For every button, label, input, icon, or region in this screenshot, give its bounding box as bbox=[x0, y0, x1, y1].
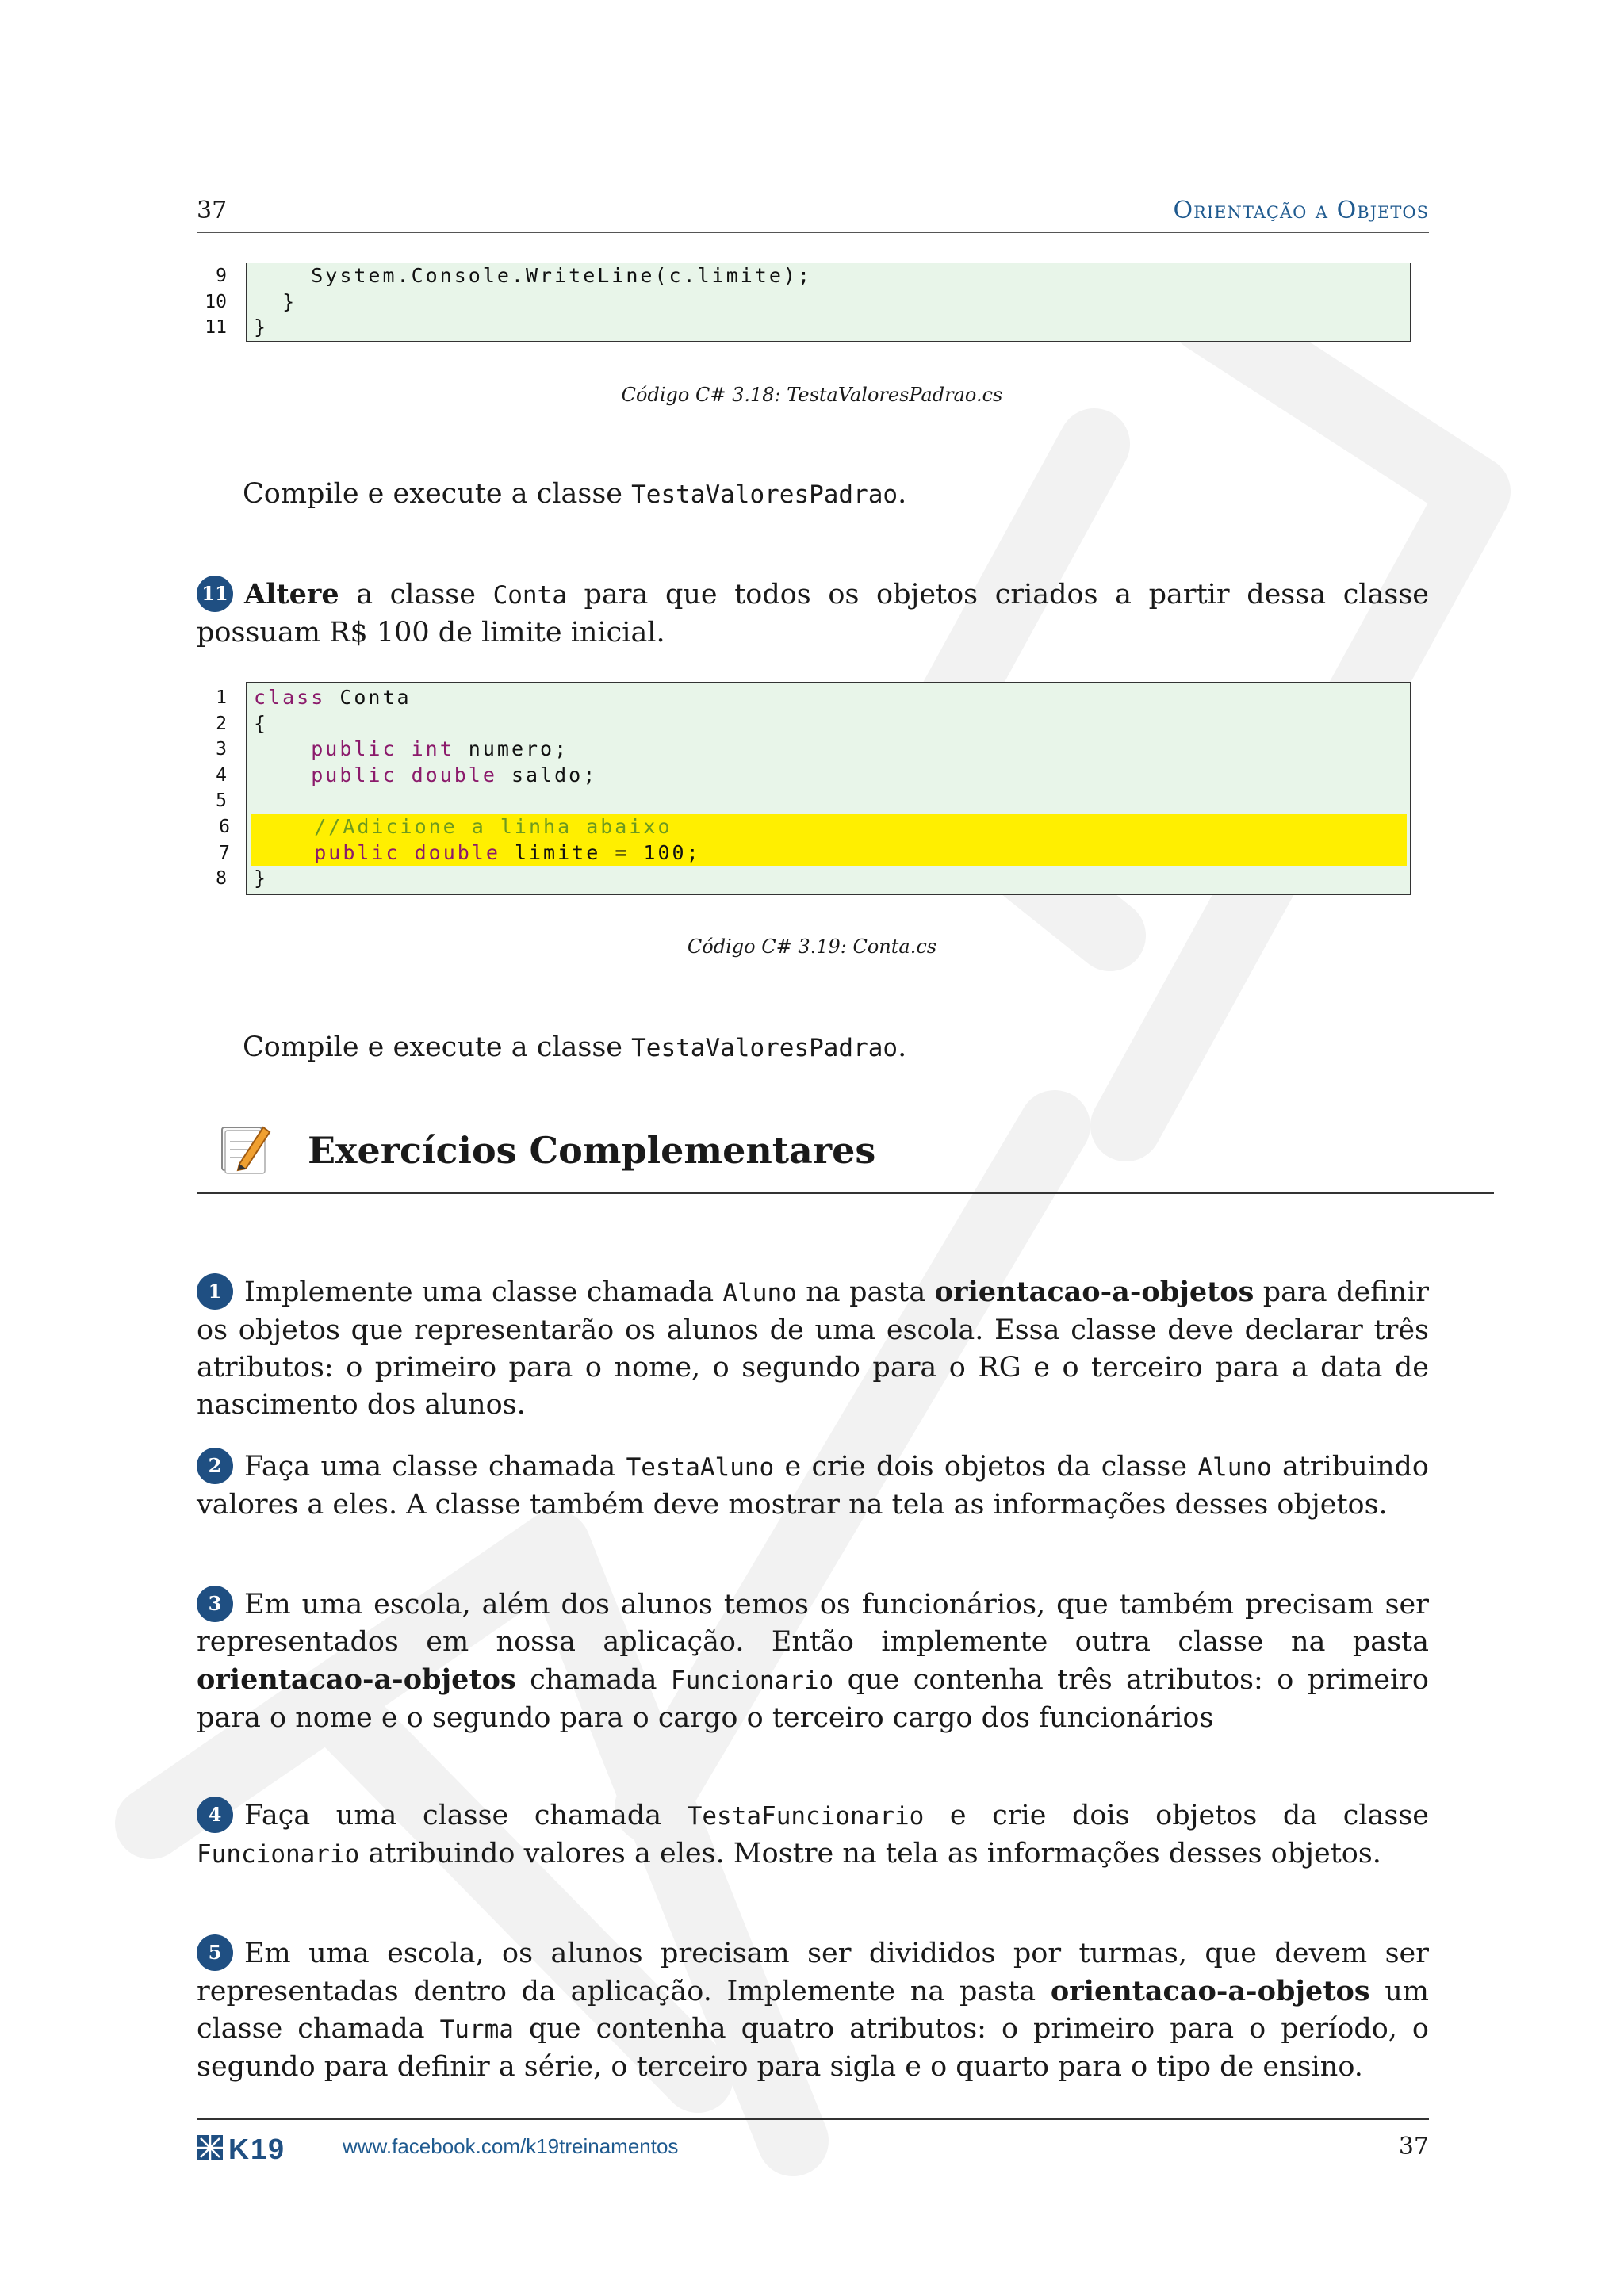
code-text: System.Console.WriteLine(c.limite); bbox=[311, 264, 813, 287]
line-number: 5 bbox=[216, 790, 227, 812]
code-line bbox=[216, 685, 1410, 711]
exercise-number-badge: 5 bbox=[197, 1934, 233, 1971]
header-rule bbox=[197, 232, 1429, 233]
footer-page-number: 37 bbox=[1398, 2133, 1429, 2160]
exercise-number-badge: 4 bbox=[197, 1797, 233, 1833]
code-line bbox=[205, 315, 1410, 341]
exercise-number-badge: 3 bbox=[197, 1586, 233, 1622]
code-text: public int numero; bbox=[311, 737, 569, 761]
svg-text:K19: K19 bbox=[228, 2133, 286, 2163]
footer-url-link[interactable]: www.facebook.com/k19treinamentos bbox=[343, 2134, 679, 2158]
code-listing-testavalorespadrao bbox=[205, 263, 1411, 342]
exercise-item: 2 Faça uma classe chamada TestaAluno e crie dois objetos da classe Aluno atribuindo valores a eles. A classe também deve mostrar na tela as informações desses objetos. bbox=[197, 1448, 1429, 1524]
line-number: 3 bbox=[216, 739, 227, 760]
code-text: //Adicione a linha abaixo bbox=[314, 814, 672, 838]
exercise-item: 3 Em uma escola, além dos alunos temos os funcionários, que também precisam ser representados em nossa aplicação. Então implemente outra classe na pasta orientacao-a-objetos chamada Funcionario que contenha três atributos: o primeiro para o nome e o segundo para o cargo o terceiro cargo dos funcionários bbox=[197, 1586, 1429, 1737]
code-line bbox=[216, 788, 1410, 814]
code-listing-conta bbox=[216, 682, 1411, 895]
line-number: 11 bbox=[205, 317, 227, 339]
line-number: 1 bbox=[216, 687, 227, 708]
compile-instruction: Compile e execute a classe TestaValoresPadrao. bbox=[243, 478, 907, 510]
code-text: public double saldo; bbox=[311, 763, 598, 786]
line-number: 2 bbox=[216, 713, 227, 734]
code-line bbox=[216, 711, 1410, 737]
code-text: { bbox=[254, 711, 269, 735]
code-text: class Conta bbox=[254, 686, 412, 709]
section-rule bbox=[197, 1192, 1494, 1194]
code-line bbox=[216, 263, 1410, 289]
code-text bbox=[247, 789, 254, 812]
code-text: } bbox=[254, 316, 269, 339]
exercise-item: 5 Em uma escola, os alunos precisam ser divididos por turmas, que devem ser representadas dentro da aplicação. Implemente na pasta orientacao-a-objetos um classe chamada Turma que contenha quatro atributos: o primeiro para o período, o segundo para definir a série, o terceiro para sigla e o quarto para o tipo de ensino. bbox=[197, 1934, 1429, 2086]
k19-logo bbox=[197, 2133, 319, 2163]
code-text: } bbox=[254, 867, 269, 890]
line-number: 9 bbox=[216, 266, 227, 286]
exercise-item: 4 Faça uma classe chamada TestaFuncionario e crie dois objetos da classe Funcionario atribuindo valores a eles. Mostre na tela as informações desses objetos. bbox=[197, 1797, 1429, 1873]
section-title: Exercícios Complementares bbox=[308, 1129, 876, 1172]
class-name-code: TestaValoresPadrao bbox=[631, 1034, 898, 1062]
code-caption: Código C# 3.18: TestaValoresPadrao.cs bbox=[621, 384, 1003, 406]
code-text: } bbox=[282, 289, 297, 313]
footer-rule bbox=[197, 2118, 1429, 2120]
exercise-item: 1 Implemente uma classe chamada Aluno na pasta orientacao-a-objetos para definir os objetos que representarão os alunos de uma escola. Essa classe deve declarar três atributos: o primeiro para o nome, o segundo para o RG e o terceiro para a data de nascimento dos alunos. bbox=[197, 1273, 1429, 1424]
line-number: 4 bbox=[216, 764, 227, 786]
code-caption: Código C# 3.19: Conta.cs bbox=[687, 936, 937, 958]
code-line bbox=[216, 763, 1410, 789]
compile-instruction: Compile e execute a classe TestaValoresPadrao. bbox=[243, 1031, 907, 1063]
exercise-number-badge: 1 bbox=[197, 1273, 233, 1310]
class-name-code: TestaValoresPadrao bbox=[631, 480, 898, 509]
header-page-number: 37 bbox=[197, 197, 228, 224]
line-number: 8 bbox=[216, 868, 227, 890]
line-number: 6 bbox=[219, 816, 230, 837]
code-line bbox=[216, 737, 1410, 763]
code-line bbox=[216, 866, 1410, 892]
notepad-pencil-icon bbox=[219, 1121, 273, 1175]
header-chapter-title: Orientação a Objetos bbox=[1173, 197, 1429, 224]
highlighted-code-line bbox=[219, 814, 1407, 840]
code-text: public double limite = 100; bbox=[314, 840, 701, 864]
line-number: 10 bbox=[205, 291, 227, 312]
code-line bbox=[205, 289, 1410, 316]
highlighted-code-line bbox=[219, 840, 1407, 867]
line-number: 7 bbox=[219, 842, 230, 863]
exercise-number-badge: 2 bbox=[197, 1448, 233, 1484]
exercise-11: 11 Altere a classe Conta para que todos os objetos criados a partir dessa classe possuam R$ 100 de limite inicial. bbox=[197, 576, 1429, 652]
exercise-number-badge: 11 bbox=[197, 576, 233, 612]
